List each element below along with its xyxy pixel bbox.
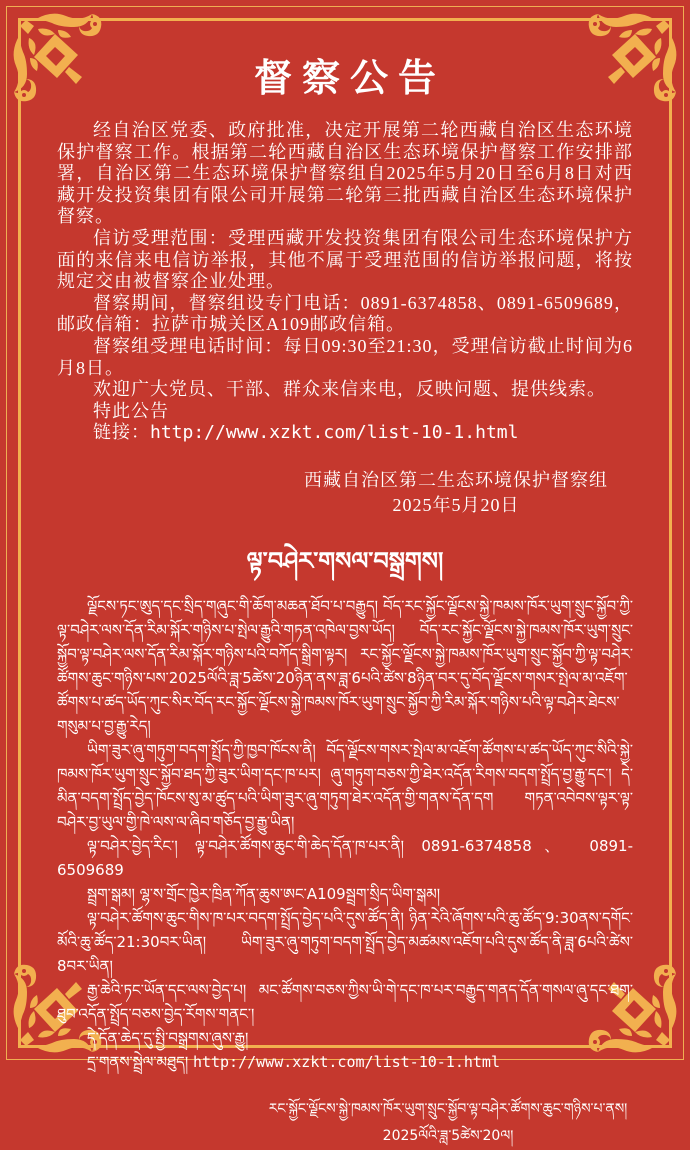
bo-link-line [57, 1050, 633, 1074]
bo-link-label: དྲ་གནས་སྦྲེལ་མཐུད། [87, 1052, 189, 1071]
bo-paragraph-welcome: རྒྱ་ཆེའི་ཏང་ཡོན་དང་ལས་བྱེད་པ། མང་ཚོགས་བཅས་ཀྱིས་ཡི་གེ་དང་ཁ་པར་བརྒྱུད་གནད་དོན་གསལ་ཞུ་དང་ཐག་ཐུབ་འདོན་སྤྲོད་བཅས་བྱེད་རོགས་གནང་། [57, 980, 633, 1023]
bo-signature-org: རང་སྐྱོང་ལྗོངས་སྐྱེ་ཁམས་ཁོར་ཡུག་སྲུང་སྐྱོབ་ལྟ་བཤེར་ཚོགས་ཆུང་གཉིས་པ་ནས། [268, 1100, 628, 1117]
cn-paragraph-intro: 经自治区党委、政府批准，决定开展第二轮西藏自治区生态环境保护督察工作。根据第二轮西藏自治区生态环境保护督察工作安排部署，自治区第二生态环境保护督察组自2025年5月20日至6月8日对西藏开发投资集团有限公司开展第二轮第三批西藏自治区生态环境保护督察。 [57, 120, 633, 227]
bo-paragraph-scope: ཡིག་ཟུར་ཞུ་གཏུག་བདག་སྤྲོད་ཀྱི་ཁྱབ་ཁོངས་ནི། བོད་ལྗོངས་གསར་སྤེལ་མ་འཇོག་ཚོགས་པ་ཚད་ཡོད་ཀུང་སིའི་སྐྱེ་ཁམས་ཁོར་ཡུག་སྲུང་སྐྱོབ་ཐད་ཀྱི་ཟུར་ཡིག་དང་ཁ་པར། ཞུ་གཏུག་བཅས་ཀྱི་ཐེར་འདོན་རིགས་བདག་སྤྲོད་བྱ་རྒྱུ་དང་། དེ་མིན་བདག་སྤྲོད་བྱེད་ཁོངས་སུ་མ་ཚུད་པའི་ཡིག་ཟུར་ཞུ་གཏུག་ཐེར་འདོན་གྱི་གནས་དོན་དག གཏན་འབེབས་ལྟར་ལྟ་བཤེར་བྱ་ཡུལ་གྱི་ཁེ་ལས་ལ་ཞིབ་གཅོད་བྱ་རྒྱུ་ཡིན། [57, 740, 633, 831]
bo-paragraph-closing: དེ་དོན་ཆེད་དུ་སྤྱི་བསྒྲགས་ཞུས་རྒྱུ། [87, 1028, 249, 1047]
cn-link-label: 链接： [93, 422, 150, 443]
cn-link-line [57, 422, 633, 444]
cn-paragraph-hours: 督察组受理电话时间：每日09:30至21:30，受理信访截止时间为6月8日。 [57, 335, 633, 378]
tibetan-signature-block [263, 1096, 633, 1150]
cn-signature-org: 西藏自治区第二生态环境保护督察组 [304, 469, 608, 490]
bo-paragraph-mailbox: སྦྲག་སྒམ། ལྷ་ས་གྲོང་ཁྱེར་ཁྲིན་ཀོན་ཆུས་ཨང་A109སྦྲག་སྲིད་ཡིག་སྒམ། [87, 884, 441, 903]
chinese-signature-block [291, 468, 621, 518]
tibetan-body [57, 594, 633, 1074]
cn-signature-date: 2025年5月20日 [392, 494, 520, 515]
bo-paragraph-phone: ལྟ་བཤེར་བྱེད་རིང་། ལྟ་བཤེར་ཚོགས་ཆུང་གི་ཆེད་དོན་ཁ་པར་ནི། 0891-6374858、 0891-6509689 [57, 836, 633, 879]
cn-paragraph-phone: 督察期间，督察组设专门电话：0891-6374858、0891-6509689，邮政信箱：拉萨市城关区A109邮政信箱。 [57, 292, 633, 335]
bo-link-url[interactable]: http://www.xzkt.com/list-10-1.html [192, 1052, 500, 1071]
cn-paragraph-welcome: 欢迎广大党员、干部、群众来信来电，反映问题、提供线索。 [93, 379, 606, 400]
cn-link-url[interactable]: http://www.xzkt.com/list-10-1.html [150, 422, 519, 444]
cn-paragraph-closing: 特此公告 [93, 400, 169, 421]
bo-paragraph-intro: ལྗོངས་ཏང་ཨུད་དང་སྲིད་གཞུང་གི་ཆོག་མཆན་ཐོབ་པ་བརྒྱུད། བོད་རང་སྐྱོང་ལྗོངས་སྐྱེ་ཁམས་ཁོར་ཡུག་སྲུང་སྐྱོབ་ཀྱི་ལྟ་བཤེར་ལས་དོན་རིམ་སྐོར་གཉིས་པ་སྤེལ་རྒྱུའི་གཏན་འཁེལ་བྱས་ཡོད། བོད་རང་སྐྱོང་ལྗོངས་སྐྱེ་ཁམས་ཁོར་ཡུག་སྲུང་སྐྱོབ་ལྟ་བཤེར་ལས་དོན་རིམ་སྐོར་གཉིས་པའི་བཀོད་སྒྲིག་ལྟར། རང་སྐྱོང་ལྗོངས་སྐྱེ་ཁམས་ཁོར་ཡུག་སྲུང་སྐྱོབ་ཀྱི་ལྟ་བཤེར་ཚོགས་ཆུང་གཉིས་པས་2025ལོའི་ཟླ་5ཚེས་20ཉིན་ནས་ཟླ་6པའི་ཚེས་8ཉིན་བར་དུ་བོད་ལྗོངས་གསར་སྤེལ་མ་འཇོག་ཚོགས་པ་ཚད་ཡོད་ཀུང་སིར་བོད་རང་སྐྱོང་ལྗོངས་སྐྱེ་ཁམས་ཁོར་ཡུག་སྲུང་སྐྱོབ་ཀྱི་རིམ་སྐོར་གཉིས་པའི་ལྟ་བཤེར་ཐེངས་གསུམ་པ་བྱ་རྒྱུ་རེད། [57, 596, 633, 735]
notice-content [57, 56, 633, 1150]
page-title-chinese: 督察公告 [253, 58, 446, 100]
bo-paragraph-hours: ལྟ་བཤེར་ཚོགས་ཆུང་གིས་ཁ་པར་བདག་སྤྲོད་བྱེད་པའི་དུས་ཚོད་ནི། ཉིན་རེའི་ཞོགས་པའི་ཆུ་ཚོད་9:30ནས་དགོང་མོའི་ཆུ་ཚོད་21:30བར་ཡིན། ཡིག་ཟུར་ཞུ་གཏུག་བདག་སྤྲོད་བྱེད་མཚམས་འཇོག་པའི་དུས་ཚོད་ནི་ཟླ་6པའི་ཚེས་8བར་ཡིན། [57, 908, 633, 975]
page-title-tibetan: ལྟ་བཤེར་གསལ་བསྒྲགས། [246, 546, 444, 575]
bo-signature-date: 2025ལོའི་ཟླ་5ཚེས་20ལ། [382, 1127, 514, 1144]
cn-paragraph-scope: 信访受理范围：受理西藏开发投资集团有限公司生态环境保护方面的来信来电信访举报，其他不属于受理范围的信访举报问题，将按规定交由被督察企业处理。 [57, 227, 633, 292]
chinese-body [57, 120, 633, 444]
